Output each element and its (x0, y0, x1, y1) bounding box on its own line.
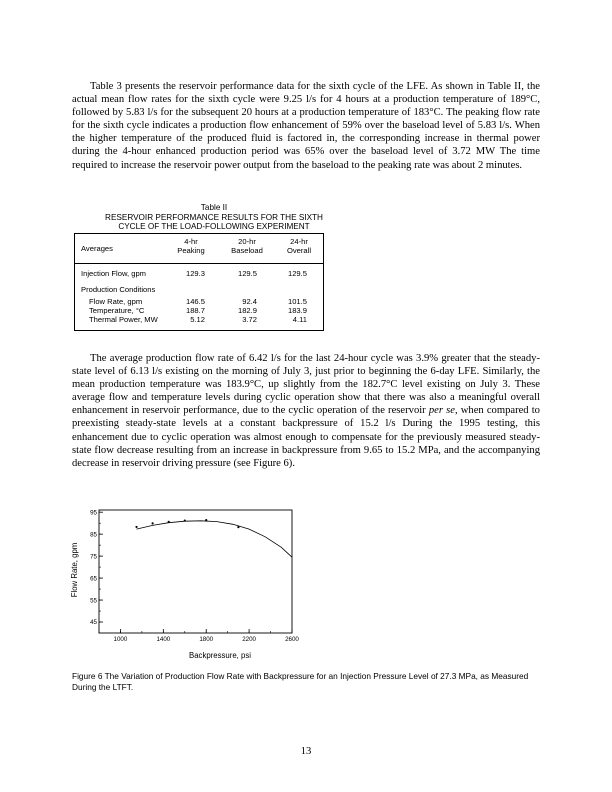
table-cell: 5.12 (190, 314, 205, 324)
table-row-label: Thermal Power, MW (89, 314, 158, 324)
table-row-label: Injection Flow, gpm (81, 269, 146, 278)
data-point (152, 522, 154, 524)
data-point (135, 526, 137, 528)
fitted-curve (137, 521, 293, 557)
x-tick-label: 2600 (285, 636, 299, 643)
data-point (237, 526, 239, 528)
table-header-baseload-duration: 20-hr (238, 237, 256, 246)
y-tick-label: 95 (90, 509, 97, 517)
table-title-number: Table II (200, 203, 228, 212)
figure-6-chart (60, 500, 320, 660)
page-number: 13 (300, 746, 312, 757)
table-row-label: Temperature, °C (89, 305, 145, 315)
data-point (168, 521, 170, 523)
table-title-line: RESERVOIR PERFORMANCE RESULTS FOR THE SIXTH (105, 212, 323, 222)
y-axis-label: Flow Rate, gpm (70, 542, 79, 598)
x-tick-label: 1000 (113, 636, 128, 643)
x-tick-label: 1400 (156, 636, 171, 643)
y-tick-label: 75 (90, 553, 97, 561)
y-tick-label: 85 (90, 531, 97, 539)
paragraph-average-production (72, 352, 540, 470)
results-table (74, 233, 324, 331)
table-header-peaking: Peaking (177, 246, 205, 255)
table-cell: 129.5 (287, 269, 307, 278)
table-section-label: Production Conditions (81, 285, 156, 294)
paragraph-text: Table 3 presents the reservoir performance data for the sixth cycle of the LFE. As shown in Table II, the actual mean flow rates for the sixth cycle were 9.25 l/s for 4 hours at a production temperature of 189°C, followed by 5.83 l/s for the subsequent 20 hours at a production temperature of 183°C. The peaking flow rate for the sixth cycle indicates a production flow enhancement of 59% over the baseload level of 5.83 l/s. When the higher temperature of the produced fluid is factored in, the corresponding increase in thermal power during the 4-hour enhanced production period was 65% over the baseload level of 3.72 MW The time required to increase the reservoir power output from the baseload to the peaking rate was about 2 minutes. (72, 81, 540, 171)
table-header-peaking-duration: 4-hr (184, 237, 198, 246)
table-cell: 101.5 (287, 296, 307, 306)
table-header-overall-duration: 24-hr (290, 237, 308, 246)
table-cell: 129.3 (185, 269, 205, 278)
table-title-line: CYCLE OF THE LOAD-FOLLOWING EXPERIMENT (118, 222, 310, 231)
data-point (205, 519, 207, 521)
x-axis-label: Backpressure, psi (189, 651, 251, 660)
paragraph-italic-term: per se (428, 405, 455, 417)
x-tick-label: 1800 (199, 636, 214, 643)
table-header-baseload: Baseload (231, 246, 263, 255)
plot-frame (99, 510, 292, 633)
data-point (184, 519, 186, 521)
paragraph-text: The average production flow rate of 6.42 l/s for the last 24-hour cycle was 3.9% greater that the steady-state level of 6.13 l/s existing on the morning of July 3, just prior to beginning the 6-day LFE. Similarly, the mean production temperature was 183.9°C, up slightly from the 182.7°C level existing on July 3. These average flow and temperature levels during cyclic operation show that there was also a meaningful overall enhancement in reservoir performance, due to the cyclic operation of the reservoir (72, 353, 540, 417)
table-cell: 146.5 (185, 296, 205, 306)
paragraph-table3-summary (72, 80, 540, 172)
table-cell: 182.9 (237, 305, 257, 315)
table-cell: 183.9 (287, 305, 307, 315)
table-cell: 4.11 (292, 314, 307, 324)
table-cell: 92.4 (242, 296, 257, 306)
table-header-overall: Overall (286, 246, 312, 255)
table-cell: 129.5 (237, 269, 257, 278)
table-cell: 3.72 (242, 314, 257, 324)
paragraph-text: , when compared to preexisting steady-state levels at a constant backpressure of 15.2 l/s During the 1995 testing, this enhancement due to cyclic operation was almost enough to compensate for the previously measured steady-state flow decrease resulting from an increase in backpressure from 9.65 to 15.2 MPa, and the accompanying decrease in reservoir driving pressure (see Figure 6). (72, 405, 540, 469)
table-cell: 188.7 (185, 305, 205, 315)
x-tick-label: 2200 (242, 636, 256, 643)
y-tick-label: 55 (90, 597, 97, 605)
y-tick-label: 45 (90, 619, 97, 627)
figure-6-caption: Figure 6 The Variation of Production Flow Rate with Backpressure for an Injection Pressure Level of 27.3 MPa, as Measured During the LTFT. (72, 671, 529, 692)
flow-rate-vs-backpressure-plot (60, 500, 320, 660)
table-row-label: Flow Rate, gpm (89, 296, 143, 306)
y-tick-label: 65 (90, 575, 97, 583)
table-divider (75, 263, 323, 264)
table-header-averages: Averages (81, 244, 113, 253)
